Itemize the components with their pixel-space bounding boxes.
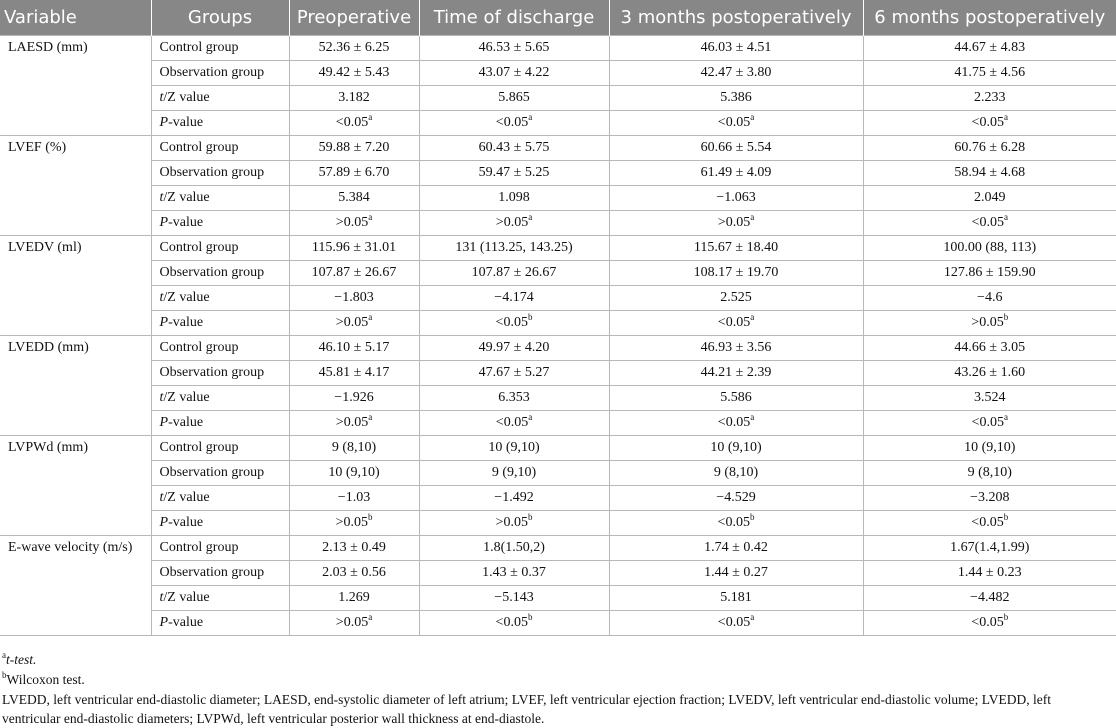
value-text: 2.13 ± 0.49 bbox=[322, 540, 386, 555]
value-cell bbox=[289, 536, 419, 561]
table-row bbox=[0, 536, 1116, 561]
value-text: <0.05 bbox=[717, 615, 751, 630]
value-text: 127.86 ± 159.90 bbox=[943, 265, 1036, 280]
value-text: >0.05 bbox=[335, 615, 369, 630]
table-row bbox=[0, 136, 1116, 161]
value-cell bbox=[289, 311, 419, 336]
value-cell bbox=[863, 486, 1116, 511]
value-cell bbox=[609, 211, 863, 236]
table-row bbox=[0, 111, 1116, 136]
value-cell bbox=[419, 136, 609, 161]
table-row bbox=[0, 386, 1116, 411]
value-text: >0.05 bbox=[717, 215, 751, 230]
value-text: −4.174 bbox=[494, 290, 534, 305]
footnote-marker: a bbox=[750, 112, 755, 122]
value-text: >0.05 bbox=[335, 315, 369, 330]
header-6-months: 6 months postoperatively bbox=[863, 0, 1116, 36]
value-text: −1.492 bbox=[494, 490, 534, 505]
value-text: 107.87 ± 26.67 bbox=[471, 265, 557, 280]
value-cell bbox=[609, 511, 863, 536]
italic-p: P bbox=[159, 615, 169, 630]
table-body bbox=[0, 36, 1116, 636]
value-text: 44.21 ± 2.39 bbox=[700, 365, 772, 380]
value-cell bbox=[609, 286, 863, 311]
variable-cell: LAESD (mm) bbox=[0, 36, 151, 136]
italic-p: P bbox=[159, 115, 169, 130]
value-cell bbox=[609, 186, 863, 211]
value-text: 42.47 ± 3.80 bbox=[700, 65, 772, 80]
value-cell bbox=[289, 86, 419, 111]
value-text: 9 (9,10) bbox=[491, 465, 537, 480]
value-cell bbox=[609, 536, 863, 561]
value-text: <0.05 bbox=[495, 415, 529, 430]
variable-cell: E-wave velocity (m/s) bbox=[0, 536, 151, 636]
value-text: 5.386 bbox=[720, 90, 752, 105]
group-cell: Observation group bbox=[151, 361, 289, 386]
value-cell bbox=[289, 436, 419, 461]
value-cell bbox=[609, 136, 863, 161]
value-cell bbox=[419, 311, 609, 336]
table-row bbox=[0, 336, 1116, 361]
value-cell bbox=[419, 336, 609, 361]
group-cell: Control group bbox=[151, 236, 289, 261]
footnote-marker: b bbox=[749, 512, 755, 522]
value-text: 44.67 ± 4.83 bbox=[954, 40, 1026, 55]
table-row bbox=[0, 261, 1116, 286]
value-cell bbox=[289, 261, 419, 286]
table-row bbox=[0, 486, 1116, 511]
table-header bbox=[0, 0, 1116, 36]
table-row bbox=[0, 436, 1116, 461]
value-cell bbox=[609, 561, 863, 586]
value-cell bbox=[419, 411, 609, 436]
value-text: >0.05 bbox=[335, 515, 368, 530]
value-cell bbox=[419, 186, 609, 211]
value-text: 6.353 bbox=[498, 390, 530, 405]
group-cell: P-value bbox=[151, 111, 289, 136]
value-cell bbox=[289, 136, 419, 161]
value-text: <0.05 bbox=[495, 115, 529, 130]
value-text: 1.8(1.50,2) bbox=[483, 540, 545, 555]
group-cell: P-value bbox=[151, 511, 289, 536]
value-cell bbox=[419, 611, 609, 636]
value-text: 1.44 ± 0.23 bbox=[957, 565, 1022, 580]
table-row bbox=[0, 186, 1116, 211]
footnote-mark: b bbox=[2, 670, 7, 680]
table-row bbox=[0, 286, 1116, 311]
value-text: 3.182 bbox=[338, 90, 370, 105]
footnote-marker: a bbox=[368, 112, 373, 122]
italic-t: t bbox=[159, 490, 164, 505]
value-text: 60.66 ± 5.54 bbox=[700, 140, 772, 155]
value-text: 1.74 ± 0.42 bbox=[704, 540, 768, 555]
value-text: 1.43 ± 0.37 bbox=[482, 565, 546, 580]
value-text: 46.53 ± 5.65 bbox=[478, 40, 550, 55]
italic-t: t bbox=[159, 390, 164, 405]
value-cell bbox=[863, 286, 1116, 311]
footnote-marker: a bbox=[1003, 412, 1008, 422]
value-cell bbox=[609, 486, 863, 511]
group-cell: P-value bbox=[151, 411, 289, 436]
group-cell: t/Z value bbox=[151, 486, 289, 511]
value-cell bbox=[863, 386, 1116, 411]
variable-cell: LVEDV (ml) bbox=[0, 236, 151, 336]
value-cell bbox=[863, 211, 1116, 236]
value-text: −3.208 bbox=[970, 490, 1010, 505]
value-text: 10 (9,10) bbox=[488, 440, 540, 455]
value-text: 2.233 bbox=[974, 90, 1006, 105]
value-cell bbox=[289, 561, 419, 586]
value-cell bbox=[863, 561, 1116, 586]
value-text: 43.07 ± 4.22 bbox=[478, 65, 550, 80]
table-row bbox=[0, 211, 1116, 236]
value-cell bbox=[289, 611, 419, 636]
value-cell bbox=[419, 461, 609, 486]
footnote-marker: a bbox=[368, 212, 373, 222]
value-text: 49.97 ± 4.20 bbox=[478, 340, 550, 355]
value-cell bbox=[609, 61, 863, 86]
value-text: −1.926 bbox=[334, 390, 374, 405]
value-text: 107.87 ± 26.67 bbox=[311, 265, 397, 280]
value-cell bbox=[289, 111, 419, 136]
value-text: 2.03 ± 0.56 bbox=[322, 565, 386, 580]
footnote-marker: b bbox=[367, 512, 373, 522]
italic-t: t bbox=[159, 190, 164, 205]
footnotes bbox=[0, 650, 1116, 690]
value-cell bbox=[419, 211, 609, 236]
value-cell bbox=[863, 586, 1116, 611]
table-row bbox=[0, 611, 1116, 636]
footnote-marker: a bbox=[528, 112, 533, 122]
value-text: 2.049 bbox=[974, 190, 1006, 205]
table-row bbox=[0, 511, 1116, 536]
value-text: 10 (9,10) bbox=[710, 440, 762, 455]
value-cell bbox=[609, 336, 863, 361]
value-text: 3.524 bbox=[974, 390, 1006, 405]
value-text: 5.384 bbox=[338, 190, 370, 205]
value-text: 131 (113.25, 143.25) bbox=[455, 240, 573, 255]
value-cell bbox=[419, 111, 609, 136]
value-cell bbox=[863, 186, 1116, 211]
value-text: 115.96 ± 31.01 bbox=[311, 240, 397, 255]
value-text: 9 (8,10) bbox=[967, 465, 1012, 480]
value-cell bbox=[289, 486, 419, 511]
footnote-marker: a bbox=[750, 212, 755, 222]
table-row bbox=[0, 86, 1116, 111]
value-text: 61.49 ± 4.09 bbox=[700, 165, 772, 180]
value-text: −1.03 bbox=[337, 490, 371, 505]
value-cell bbox=[863, 411, 1116, 436]
value-cell bbox=[419, 86, 609, 111]
italic-t: t bbox=[159, 590, 164, 605]
value-text: 60.43 ± 5.75 bbox=[478, 140, 550, 155]
variable-cell: LVPWd (mm) bbox=[0, 436, 151, 536]
footnote-text: Wilcoxon test. bbox=[6, 672, 85, 687]
value-cell bbox=[609, 161, 863, 186]
value-text: 59.47 ± 5.25 bbox=[478, 165, 550, 180]
value-cell bbox=[863, 436, 1116, 461]
value-cell bbox=[863, 311, 1116, 336]
value-cell bbox=[419, 236, 609, 261]
footnote-marker: a bbox=[750, 412, 755, 422]
value-cell bbox=[863, 361, 1116, 386]
value-cell bbox=[419, 386, 609, 411]
value-cell bbox=[863, 36, 1116, 61]
value-text: 52.36 ± 6.25 bbox=[318, 40, 390, 55]
group-cell: Observation group bbox=[151, 161, 289, 186]
group-cell: Control group bbox=[151, 136, 289, 161]
value-cell bbox=[863, 611, 1116, 636]
footnote-marker: b bbox=[1003, 312, 1009, 322]
value-text: −4.6 bbox=[977, 290, 1003, 305]
value-cell bbox=[419, 536, 609, 561]
value-text: 57.89 ± 6.70 bbox=[318, 165, 390, 180]
header-preoperative: Preoperative bbox=[289, 0, 419, 36]
group-cell: t/Z value bbox=[151, 286, 289, 311]
value-text: >0.05 bbox=[495, 515, 528, 530]
value-cell bbox=[609, 86, 863, 111]
group-cell: t/Z value bbox=[151, 186, 289, 211]
value-cell bbox=[609, 461, 863, 486]
table-row bbox=[0, 411, 1116, 436]
value-cell bbox=[289, 336, 419, 361]
value-cell bbox=[609, 436, 863, 461]
value-cell bbox=[419, 511, 609, 536]
value-cell bbox=[863, 161, 1116, 186]
value-text: <0.05 bbox=[335, 115, 369, 130]
value-text: 1.098 bbox=[498, 190, 530, 205]
value-text: 43.26 ± 1.60 bbox=[954, 365, 1026, 380]
value-text: 49.42 ± 5.43 bbox=[318, 65, 390, 80]
footnote-marker: a bbox=[368, 312, 373, 322]
value-cell bbox=[863, 511, 1116, 536]
value-text: 5.865 bbox=[498, 90, 530, 105]
value-text: >0.05 bbox=[971, 315, 1004, 330]
italic-p: P bbox=[159, 215, 169, 230]
value-cell bbox=[289, 386, 419, 411]
value-text: −4.529 bbox=[716, 490, 756, 505]
value-text: 41.75 ± 4.56 bbox=[954, 65, 1026, 80]
value-cell bbox=[289, 361, 419, 386]
footnote-marker: a bbox=[368, 612, 373, 622]
value-cell bbox=[609, 311, 863, 336]
value-text: 47.67 ± 5.27 bbox=[478, 365, 550, 380]
group-cell: P-value bbox=[151, 311, 289, 336]
value-text: <0.05 bbox=[971, 515, 1004, 530]
footnote-mark: a bbox=[2, 650, 6, 660]
value-cell bbox=[419, 286, 609, 311]
table-row bbox=[0, 61, 1116, 86]
value-text: 5.586 bbox=[720, 390, 752, 405]
value-cell bbox=[419, 61, 609, 86]
value-cell bbox=[289, 511, 419, 536]
value-text: 2.525 bbox=[720, 290, 752, 305]
abbreviations-note: LVEDD, left ventricular end-diastolic diameter; LAESD, end-systolic diameter of left atrium; LVEF, left ventricular ejection fraction; LVEDV, left ventricular end-diastolic volume; LVEDD, left ventricular end-diastolic diameters; LVPWd, left ventricular posterior wall thickness at end-diastole. bbox=[2, 692, 1051, 726]
value-cell bbox=[289, 286, 419, 311]
value-cell bbox=[609, 386, 863, 411]
footnote-marker: a bbox=[528, 412, 533, 422]
group-cell: Observation group bbox=[151, 61, 289, 86]
footnote-marker: b bbox=[527, 512, 533, 522]
italic-t: t bbox=[159, 290, 164, 305]
table-row bbox=[0, 311, 1116, 336]
table-row bbox=[0, 586, 1116, 611]
footnote-marker: b bbox=[1003, 612, 1009, 622]
value-cell bbox=[419, 361, 609, 386]
value-text: −4.482 bbox=[970, 590, 1010, 605]
value-text: 46.93 ± 3.56 bbox=[700, 340, 772, 355]
value-text: 5.181 bbox=[720, 590, 752, 605]
group-cell: Observation group bbox=[151, 461, 289, 486]
group-cell: P-value bbox=[151, 611, 289, 636]
footnote-marker: a bbox=[1003, 112, 1008, 122]
value-text: 108.17 ± 19.70 bbox=[693, 265, 779, 280]
header-row bbox=[0, 0, 1116, 36]
value-text: 100.00 (88, 113) bbox=[943, 240, 1037, 255]
value-text: −1.063 bbox=[716, 190, 756, 205]
value-text: >0.05 bbox=[335, 215, 369, 230]
value-text: 10 (9,10) bbox=[328, 465, 380, 480]
value-text: 46.03 ± 4.51 bbox=[700, 40, 772, 55]
value-cell bbox=[863, 536, 1116, 561]
value-cell bbox=[289, 586, 419, 611]
value-cell bbox=[419, 561, 609, 586]
value-cell bbox=[609, 261, 863, 286]
value-text: 1.67(1.4,1.99) bbox=[950, 540, 1030, 555]
value-text: <0.05 bbox=[717, 515, 750, 530]
value-text: −1.803 bbox=[334, 290, 374, 305]
value-cell bbox=[863, 336, 1116, 361]
value-cell bbox=[419, 436, 609, 461]
value-cell bbox=[419, 586, 609, 611]
header-time-of-discharge: Time of discharge bbox=[419, 0, 609, 36]
value-text: <0.05 bbox=[971, 215, 1004, 230]
table-row bbox=[0, 561, 1116, 586]
value-cell bbox=[863, 61, 1116, 86]
value-cell bbox=[289, 61, 419, 86]
value-cell bbox=[863, 86, 1116, 111]
italic-p: P bbox=[159, 515, 169, 530]
value-cell bbox=[289, 36, 419, 61]
value-text: <0.05 bbox=[495, 615, 528, 630]
value-text: 9 (8,10) bbox=[331, 440, 377, 455]
value-cell bbox=[289, 461, 419, 486]
value-text: 59.88 ± 7.20 bbox=[318, 140, 390, 155]
value-cell bbox=[863, 136, 1116, 161]
table-row bbox=[0, 361, 1116, 386]
value-cell bbox=[609, 586, 863, 611]
value-cell bbox=[863, 261, 1116, 286]
value-cell bbox=[609, 111, 863, 136]
table-row bbox=[0, 161, 1116, 186]
value-text: <0.05 bbox=[717, 315, 751, 330]
footnote-text: t-test. bbox=[6, 652, 37, 667]
group-cell: Control group bbox=[151, 336, 289, 361]
footnote-marker: a bbox=[750, 612, 755, 622]
value-text: 46.10 ± 5.17 bbox=[318, 340, 390, 355]
value-cell bbox=[419, 36, 609, 61]
value-cell bbox=[609, 361, 863, 386]
footnote-a bbox=[2, 650, 1116, 670]
footnote-marker: b bbox=[527, 312, 533, 322]
italic-p: P bbox=[159, 315, 169, 330]
value-cell bbox=[419, 161, 609, 186]
value-cell bbox=[289, 186, 419, 211]
italic-p: P bbox=[159, 415, 169, 430]
value-cell bbox=[419, 486, 609, 511]
variable-cell: LVEF (%) bbox=[0, 136, 151, 236]
footnote-marker: a bbox=[1003, 212, 1008, 222]
header-variable: Variable bbox=[0, 0, 151, 36]
value-cell bbox=[863, 111, 1116, 136]
value-text: <0.05 bbox=[971, 415, 1004, 430]
group-cell: Control group bbox=[151, 36, 289, 61]
group-cell: Control group bbox=[151, 436, 289, 461]
value-cell bbox=[289, 411, 419, 436]
value-text: 58.94 ± 4.68 bbox=[954, 165, 1026, 180]
group-cell: t/Z value bbox=[151, 586, 289, 611]
variable-cell: LVEDD (mm) bbox=[0, 336, 151, 436]
value-text: <0.05 bbox=[717, 415, 751, 430]
value-text: −5.143 bbox=[494, 590, 534, 605]
group-cell: t/Z value bbox=[151, 86, 289, 111]
value-cell bbox=[609, 411, 863, 436]
footnote-marker: a bbox=[528, 212, 533, 222]
value-text: <0.05 bbox=[971, 615, 1004, 630]
group-cell: Observation group bbox=[151, 261, 289, 286]
footnote-marker: a bbox=[368, 412, 373, 422]
value-cell bbox=[609, 36, 863, 61]
group-cell: t/Z value bbox=[151, 386, 289, 411]
italic-t: t bbox=[159, 90, 164, 105]
value-cell bbox=[863, 236, 1116, 261]
value-text: <0.05 bbox=[717, 115, 751, 130]
header-3-months: 3 months postoperatively bbox=[609, 0, 863, 36]
value-cell bbox=[289, 211, 419, 236]
group-cell: P-value bbox=[151, 211, 289, 236]
footnote-marker: a bbox=[750, 312, 755, 322]
footnote-b bbox=[2, 670, 1116, 690]
header-groups: Groups bbox=[151, 0, 289, 36]
value-text: 10 (9,10) bbox=[964, 440, 1016, 455]
value-cell bbox=[419, 261, 609, 286]
value-text: >0.05 bbox=[495, 215, 529, 230]
value-text: <0.05 bbox=[971, 115, 1004, 130]
value-text: 45.81 ± 4.17 bbox=[318, 365, 390, 380]
group-cell: Observation group bbox=[151, 561, 289, 586]
value-text: 44.66 ± 3.05 bbox=[954, 340, 1026, 355]
table-row bbox=[0, 36, 1116, 61]
value-text: >0.05 bbox=[335, 415, 369, 430]
table-row bbox=[0, 461, 1116, 486]
value-text: 1.44 ± 0.27 bbox=[704, 565, 768, 580]
value-cell bbox=[289, 161, 419, 186]
footnote-marker: b bbox=[527, 612, 533, 622]
value-text: <0.05 bbox=[495, 315, 528, 330]
value-text: 60.76 ± 6.28 bbox=[954, 140, 1026, 155]
group-cell: Control group bbox=[151, 536, 289, 561]
value-cell bbox=[609, 236, 863, 261]
value-cell bbox=[863, 461, 1116, 486]
value-text: 9 (8,10) bbox=[713, 465, 759, 480]
value-cell bbox=[289, 236, 419, 261]
footnote-marker: b bbox=[1003, 512, 1009, 522]
value-text: 115.67 ± 18.40 bbox=[693, 240, 779, 255]
value-cell bbox=[609, 611, 863, 636]
table-row bbox=[0, 236, 1116, 261]
value-text: 1.269 bbox=[338, 590, 370, 605]
